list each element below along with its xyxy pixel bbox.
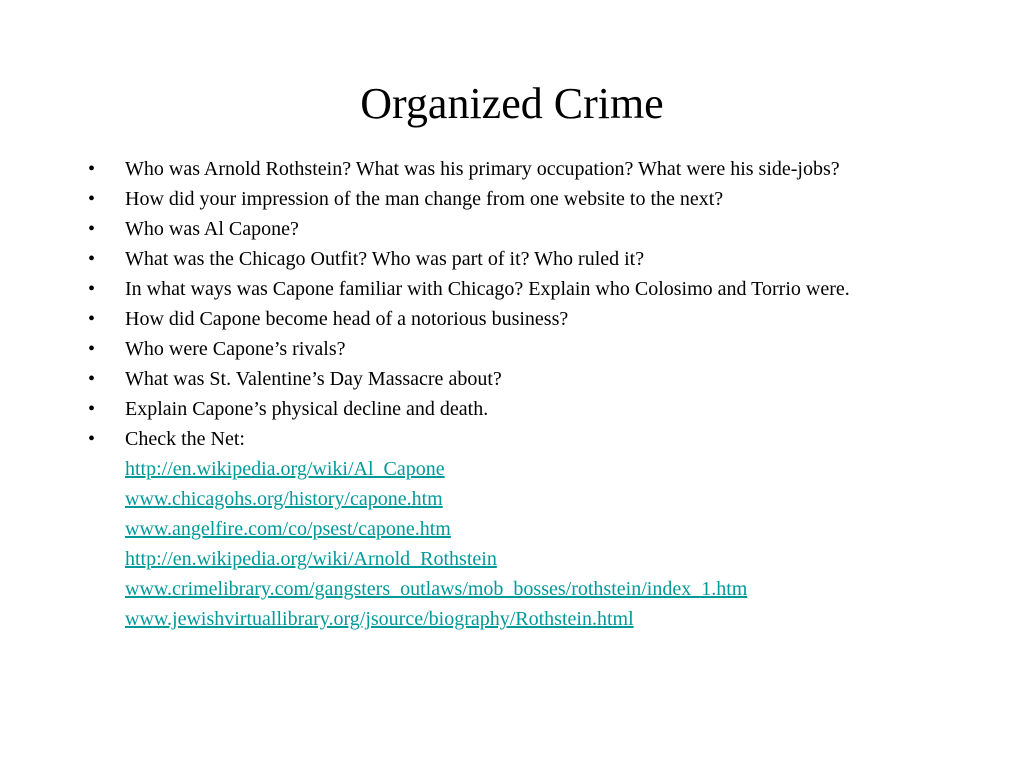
list-item xyxy=(125,514,747,544)
question-text: What was the Chicago Outfit? Who was part of it? Who ruled it? xyxy=(125,248,645,270)
list-item xyxy=(88,394,988,424)
bullet-icon: • xyxy=(88,188,96,210)
list-item xyxy=(88,304,988,334)
list-item xyxy=(88,244,988,274)
question-text: Explain Capone’s physical decline and death. xyxy=(125,398,489,420)
bullet-icon: • xyxy=(88,158,96,180)
link-wikipedia-al-capone[interactable]: http://en.wikipedia.org/wiki/Al_Capone xyxy=(125,458,445,480)
slide-title: Organized Crime xyxy=(360,79,664,128)
list-item xyxy=(125,544,747,574)
bullet-icon: • xyxy=(88,428,96,450)
reference-links xyxy=(125,454,747,634)
list-item xyxy=(88,214,988,244)
question-text: Who was Arnold Rothstein? What was his primary occupation? What were his side-jobs? xyxy=(125,158,840,180)
bullet-icon: • xyxy=(88,338,96,360)
question-text: Who was Al Capone? xyxy=(125,218,299,240)
list-item xyxy=(88,184,988,214)
link-chicagohs-capone[interactable]: www.chicagohs.org/history/capone.htm xyxy=(125,488,443,510)
bullet-icon: • xyxy=(88,368,96,390)
question-list xyxy=(88,154,988,454)
question-text: How did your impression of the man change from one website to the next? xyxy=(125,188,724,210)
list-item xyxy=(125,454,747,484)
check-the-net-label: Check the Net: xyxy=(125,428,245,450)
list-item xyxy=(88,364,988,394)
list-item xyxy=(125,574,747,604)
bullet-icon: • xyxy=(88,308,96,330)
link-wikipedia-rothstein[interactable]: http://en.wikipedia.org/wiki/Arnold_Rothstein xyxy=(125,548,497,570)
list-item xyxy=(125,484,747,514)
list-item xyxy=(125,604,747,634)
question-text: What was St. Valentine’s Day Massacre about? xyxy=(125,368,502,390)
link-angelfire-capone[interactable]: www.angelfire.com/co/psest/capone.htm xyxy=(125,518,451,540)
bullet-icon: • xyxy=(88,278,96,300)
question-text: In what ways was Capone familiar with Chicago? Explain who Colosimo and Torrio were. xyxy=(125,278,850,300)
link-jewishvirtuallibrary-rothstein[interactable]: www.jewishvirtuallibrary.org/jsource/biography/Rothstein.html xyxy=(125,608,634,630)
list-item xyxy=(88,154,988,184)
link-crimelibrary-rothstein[interactable]: www.crimelibrary.com/gangsters_outlaws/mob_bosses/rothstein/index_1.htm xyxy=(125,578,748,600)
bullet-icon: • xyxy=(88,248,96,270)
list-item xyxy=(88,334,988,364)
list-item xyxy=(88,274,988,304)
list-item xyxy=(88,424,988,454)
question-text: How did Capone become head of a notorious business? xyxy=(125,308,569,330)
bullet-icon: • xyxy=(88,218,96,240)
bullet-icon: • xyxy=(88,398,96,420)
question-text: Who were Capone’s rivals? xyxy=(125,338,346,360)
